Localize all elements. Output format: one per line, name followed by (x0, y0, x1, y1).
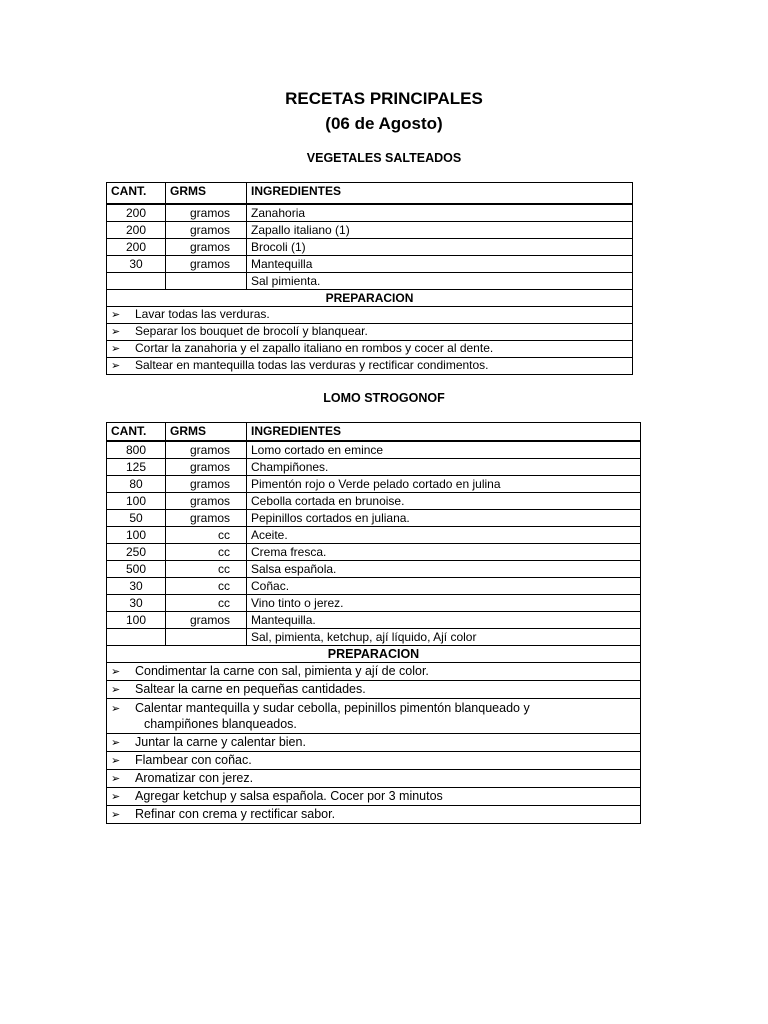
ingredient-qty (107, 629, 166, 646)
step-text: Cortar la zanahoria y el zapallo italiano en rombos y cocer al dente. (135, 341, 494, 355)
ingredient-unit: cc (166, 561, 247, 578)
ingredient-qty: 100 (107, 527, 166, 544)
ingredient-name: Sal pimienta. (247, 273, 633, 290)
table-header-row (107, 423, 641, 442)
arrow-bullet-icon: ➢ (111, 754, 121, 767)
ingredient-row (107, 239, 633, 256)
ingredient-qty: 500 (107, 561, 166, 578)
ingredient-unit: gramos (166, 510, 247, 527)
ingredient-row (107, 561, 641, 578)
ingredient-name: Mantequilla (247, 256, 633, 273)
arrow-bullet-icon: ➢ (111, 790, 121, 803)
ingredient-unit: cc (166, 595, 247, 612)
ingredient-qty: 100 (107, 493, 166, 510)
ingredient-unit: gramos (166, 612, 247, 629)
step-row (107, 788, 641, 806)
preparation-step (107, 681, 641, 699)
ingredient-row (107, 441, 641, 459)
recipe-table-lomo (106, 422, 641, 824)
ingredient-unit: gramos (166, 493, 247, 510)
column-header-cant: CANT. (107, 183, 166, 205)
preparation-step (107, 788, 641, 806)
preparation-step (107, 307, 633, 324)
ingredient-name: Pepinillos cortados en juliana. (247, 510, 641, 527)
step-row (107, 663, 641, 681)
step-text: Condimentar la carne con sal, pimienta y ají de color. (135, 663, 429, 678)
arrow-bullet-icon: ➢ (111, 343, 121, 355)
step-row (107, 324, 633, 341)
ingredient-unit (166, 273, 247, 290)
preparation-step (107, 752, 641, 770)
preparation-heading: PREPARACION (107, 290, 633, 307)
ingredient-row (107, 459, 641, 476)
step-text: Calentar mantequilla y sudar cebolla, pepinillos pimentón blanqueado y (135, 700, 530, 715)
preparation-heading-row (107, 290, 633, 307)
step-text: Flambear con coñac. (135, 752, 252, 767)
step-text: Aromatizar con jerez. (135, 770, 254, 785)
arrow-bullet-icon: ➢ (111, 665, 121, 678)
ingredient-qty: 200 (107, 239, 166, 256)
ingredient-name: Aceite. (247, 527, 641, 544)
ingredient-unit: gramos (166, 222, 247, 239)
preparation-step (107, 663, 641, 681)
step-row (107, 681, 641, 699)
ingredient-name: Coñac. (247, 578, 641, 595)
ingredient-name: Vino tinto o jerez. (247, 595, 641, 612)
ingredient-row (107, 527, 641, 544)
ingredient-unit: gramos (166, 239, 247, 256)
ingredient-qty: 30 (107, 578, 166, 595)
preparation-heading: PREPARACION (107, 646, 641, 663)
document-date: (06 de Agosto) (325, 114, 443, 133)
ingredient-unit: gramos (166, 441, 247, 459)
step-row (107, 752, 641, 770)
ingredient-name: Brocoli (1) (247, 239, 633, 256)
ingredient-unit: cc (166, 527, 247, 544)
step-text: Separar los bouquet de brocolí y blanquear. (135, 324, 368, 338)
recipe-title-lomo: LOMO STROGONOF (323, 391, 445, 405)
ingredient-qty: 80 (107, 476, 166, 493)
ingredient-qty: 200 (107, 204, 166, 222)
ingredient-row (107, 510, 641, 527)
preparation-step (107, 699, 641, 734)
ingredient-name: Salsa española. (247, 561, 641, 578)
step-row (107, 699, 641, 734)
step-text: Lavar todas las verduras. (135, 307, 270, 321)
ingredient-unit: cc (166, 578, 247, 595)
preparation-step (107, 734, 641, 752)
preparation-step (107, 770, 641, 788)
column-header-ingredientes: INGREDIENTES (247, 423, 641, 442)
recipe-title-vegetales: VEGETALES SALTEADOS (306, 151, 462, 165)
column-header-grms: GRMS (166, 183, 247, 205)
step-text: Agregar ketchup y salsa española. Cocer por 3 minutos (135, 788, 443, 803)
step-text: Saltear la carne en pequeñas cantidades. (135, 681, 366, 696)
ingredient-row (107, 578, 641, 595)
ingredient-qty: 100 (107, 612, 166, 629)
ingredient-row (107, 595, 641, 612)
arrow-bullet-icon: ➢ (111, 702, 121, 715)
ingredient-name: Sal, pimienta, ketchup, ají líquido, Ají color (247, 629, 641, 646)
ingredient-row (107, 493, 641, 510)
ingredient-name: Lomo cortado en emince (247, 441, 641, 459)
ingredient-qty: 200 (107, 222, 166, 239)
document-title: RECETAS PRINCIPALES (285, 89, 483, 108)
ingredient-row (107, 204, 633, 222)
ingredient-qty: 250 (107, 544, 166, 561)
step-text-continuation: champiñones blanqueados. (144, 716, 297, 731)
arrow-bullet-icon: ➢ (111, 808, 121, 821)
column-header-ingredientes: INGREDIENTES (247, 183, 633, 205)
step-row (107, 341, 633, 358)
ingredient-qty: 125 (107, 459, 166, 476)
ingredient-qty: 800 (107, 441, 166, 459)
preparation-step (107, 806, 641, 824)
step-text: Refinar con crema y rectificar sabor. (135, 806, 336, 821)
ingredient-row (107, 476, 641, 493)
preparation-step (107, 324, 633, 341)
step-text: Juntar la carne y calentar bien. (135, 734, 306, 749)
ingredient-name: Zanahoria (247, 204, 633, 222)
ingredient-name: Zapallo italiano (1) (247, 222, 633, 239)
step-text: Saltear en mantequilla todas las verduras y rectificar condimentos. (135, 358, 489, 372)
ingredient-unit: gramos (166, 256, 247, 273)
ingredient-qty: 30 (107, 256, 166, 273)
arrow-bullet-icon: ➢ (111, 360, 121, 372)
ingredient-row (107, 273, 633, 290)
ingredient-row (107, 256, 633, 273)
ingredient-qty: 50 (107, 510, 166, 527)
preparation-step (107, 358, 633, 375)
arrow-bullet-icon: ➢ (111, 309, 121, 321)
preparation-heading-row (107, 646, 641, 663)
arrow-bullet-icon: ➢ (111, 772, 121, 785)
arrow-bullet-icon: ➢ (111, 736, 121, 749)
arrow-bullet-icon: ➢ (111, 683, 121, 696)
ingredient-row (107, 544, 641, 561)
arrow-bullet-icon: ➢ (111, 326, 121, 338)
ingredient-row (107, 222, 633, 239)
ingredient-name: Mantequilla. (247, 612, 641, 629)
column-header-grms: GRMS (166, 423, 247, 442)
ingredient-unit: gramos (166, 204, 247, 222)
ingredient-unit: gramos (166, 459, 247, 476)
ingredient-name: Crema fresca. (247, 544, 641, 561)
ingredient-unit: gramos (166, 476, 247, 493)
preparation-step (107, 341, 633, 358)
step-row (107, 770, 641, 788)
table-header-row (107, 183, 633, 205)
ingredient-qty: 30 (107, 595, 166, 612)
ingredient-unit (166, 629, 247, 646)
column-header-cant: CANT. (107, 423, 166, 442)
ingredient-name: Champiñones. (247, 459, 641, 476)
ingredient-row (107, 629, 641, 646)
step-row (107, 358, 633, 375)
ingredient-name: Cebolla cortada en brunoise. (247, 493, 641, 510)
step-row (107, 734, 641, 752)
ingredient-row (107, 612, 641, 629)
ingredient-unit: cc (166, 544, 247, 561)
ingredient-qty (107, 273, 166, 290)
step-row (107, 806, 641, 824)
step-row (107, 307, 633, 324)
recipe-table-vegetales (106, 182, 633, 375)
ingredient-name: Pimentón rojo o Verde pelado cortado en julina (247, 476, 641, 493)
